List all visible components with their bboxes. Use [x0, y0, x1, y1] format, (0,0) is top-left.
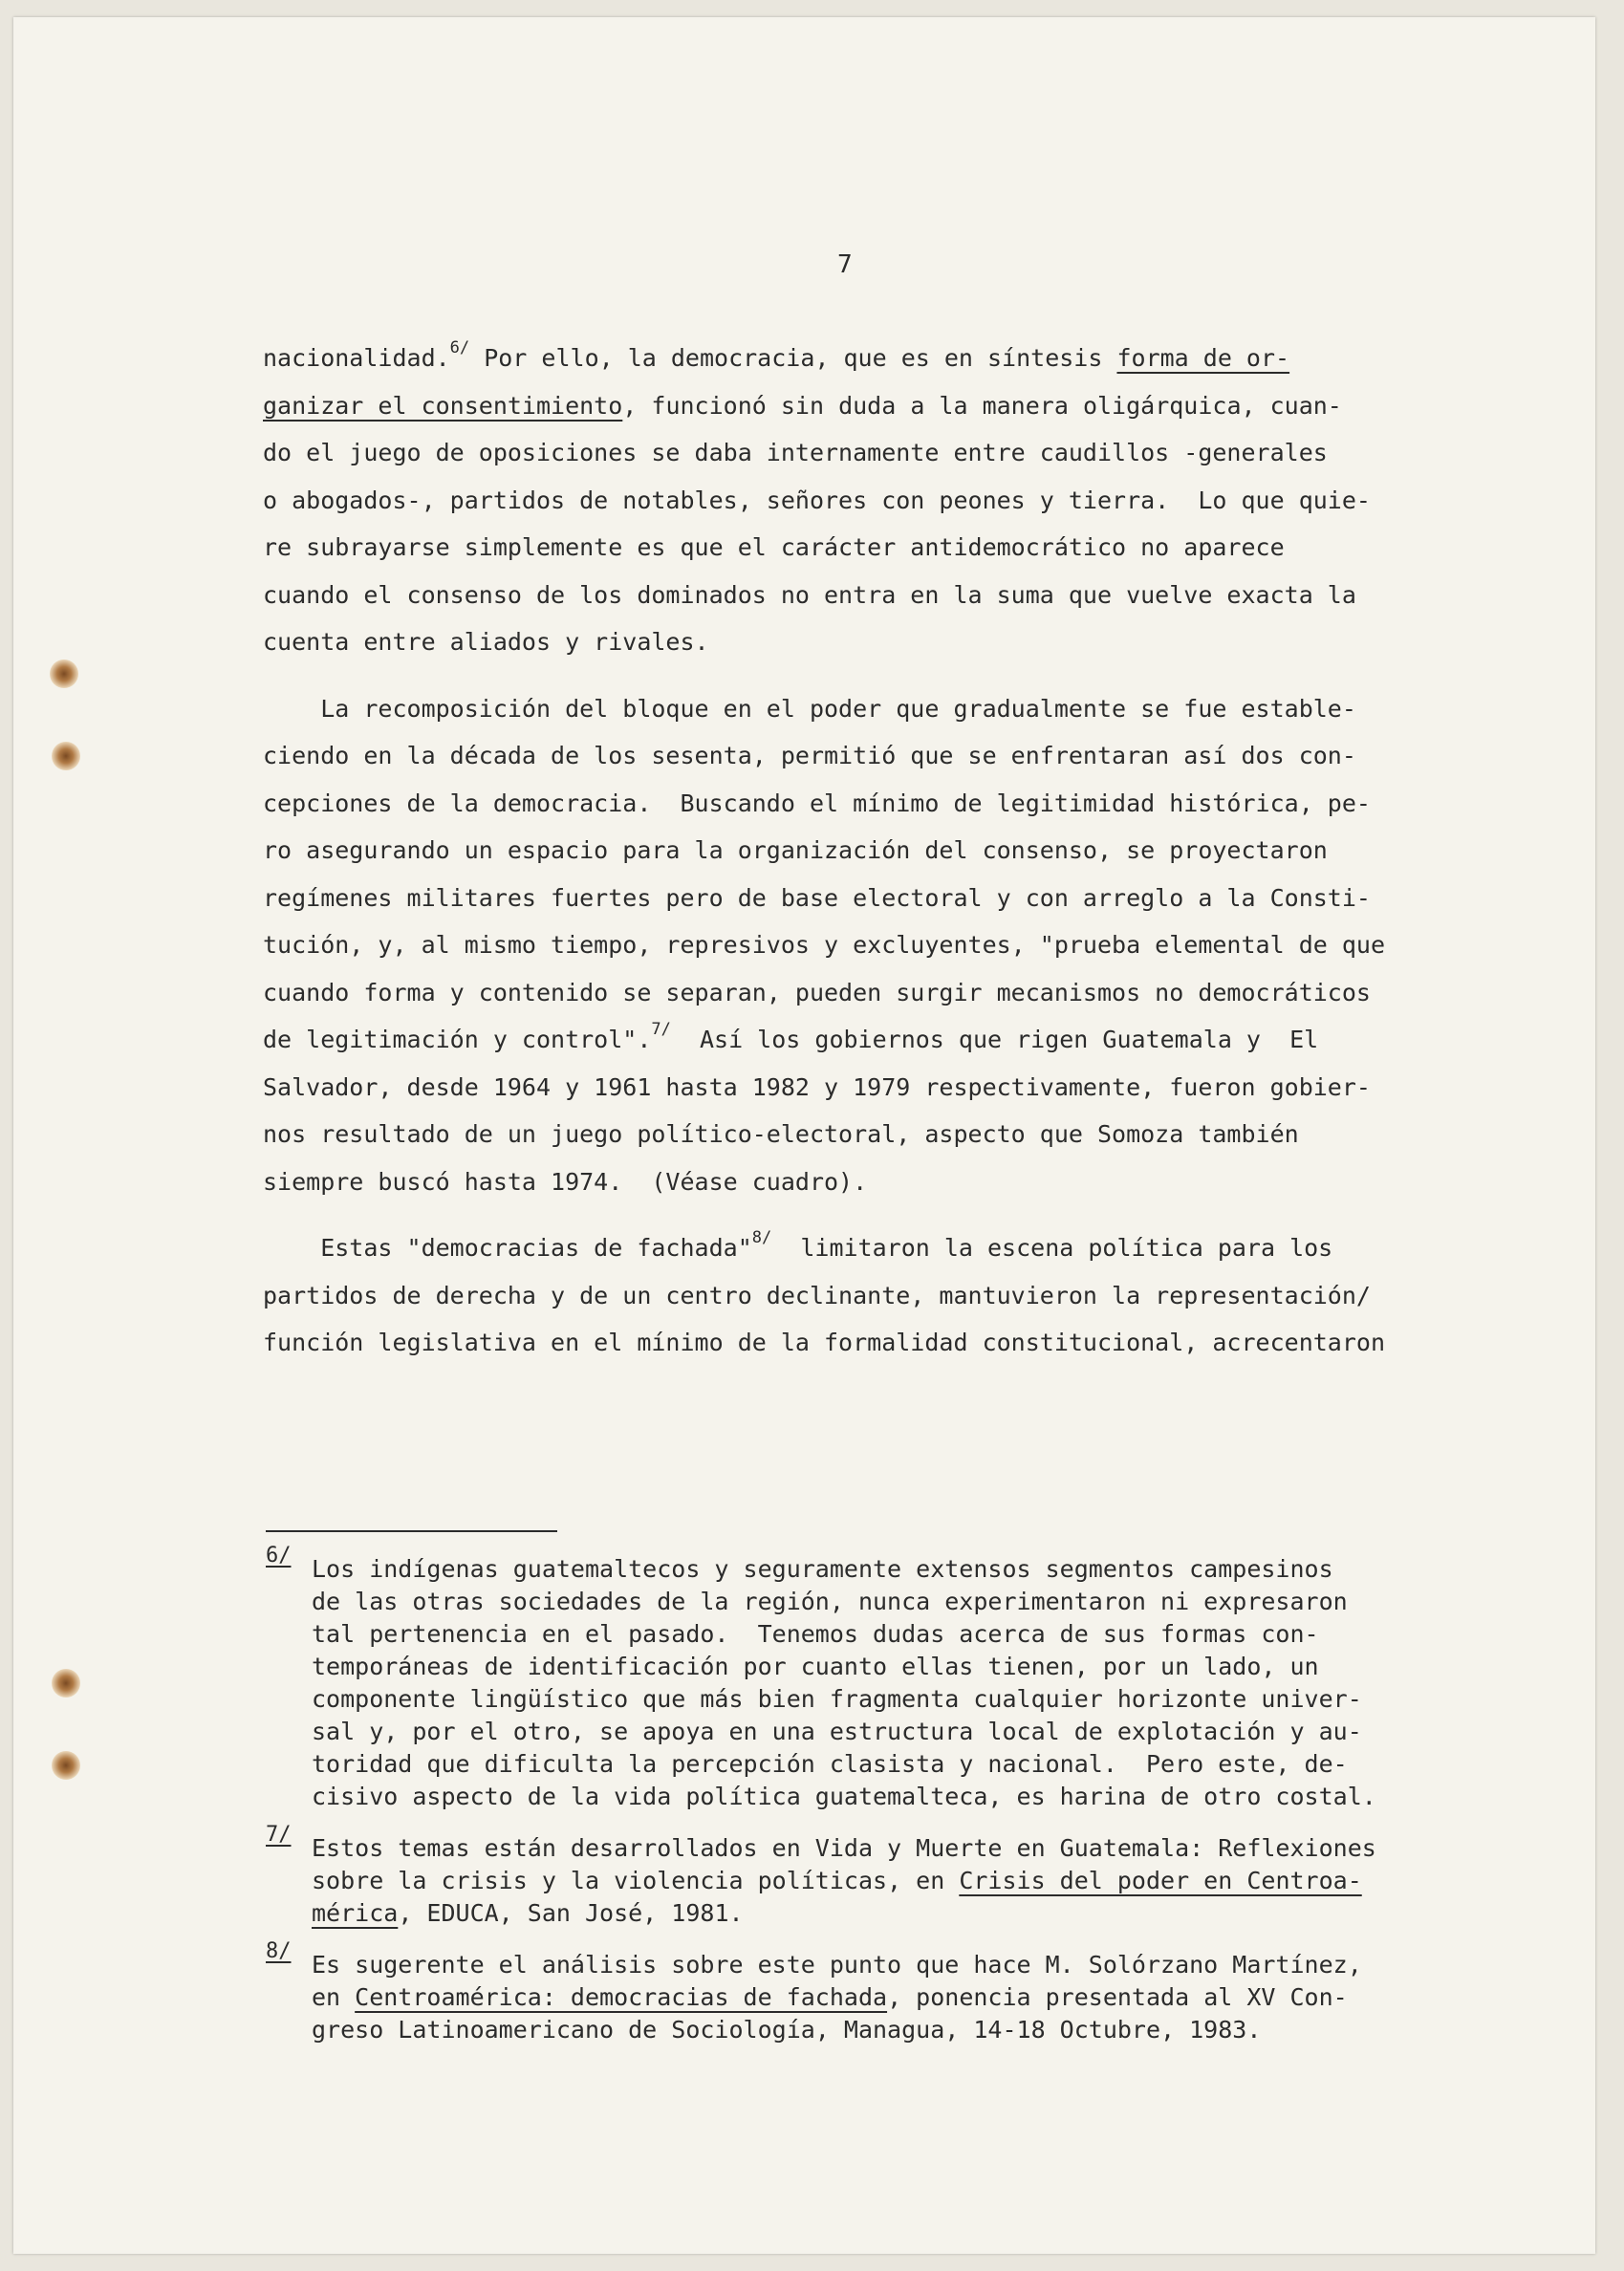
- text-line: de legitimación y control".$^{7/}$ Así los gobiernos que rigen Guatemala y El: [263, 1020, 1319, 1053]
- footnote-separator: [266, 1530, 557, 1532]
- underlined-text: forma de or-: [1116, 344, 1290, 372]
- text-line: regímenes militares fuertes pero de base electoral y con arreglo a la Consti-: [263, 883, 1371, 912]
- underlined-text: Crisis del poder en Centroa-: [959, 1867, 1362, 1894]
- text-line: partidos de derecha y de un centro declinante, mantuvieron la representación/: [263, 1281, 1371, 1309]
- text-line: cisivo aspecto de la vida política guatemalteca, es harina de otro costal.: [312, 1783, 1376, 1810]
- text-line: cuenta entre aliados y rivales.: [263, 628, 709, 656]
- text-line: toridad que dificulta la percepción clasista y nacional. Pero este, de-: [312, 1750, 1348, 1778]
- text-line: ciendo en la década de los sesenta, permitió que se enfrentaran así dos con-: [263, 742, 1356, 769]
- footnote-reference: 6/: [449, 338, 470, 357]
- footnote-marker: 6/: [266, 1544, 292, 1568]
- text-line: sobre la crisis y la violencia políticas, en Crisis del poder en Centroa-: [312, 1867, 1362, 1894]
- footnotes: [266, 1544, 1527, 2066]
- binder-hole-1: [50, 660, 78, 688]
- text-line: Estas "democracias de fachada"$^{8/}$ limitaron la escena política para los: [263, 1228, 1333, 1262]
- footnote: [266, 1939, 1527, 2046]
- text-line: La recomposición del bloque en el poder que gradualmente se fue estable-: [263, 694, 1356, 723]
- text-line: función legislativa en el mínimo de la formalidad constitucional, acrecentaron: [263, 1329, 1385, 1356]
- text-line: ganizar el consentimiento, funcionó sin duda a la manera oligárquica, cuan-: [263, 391, 1342, 420]
- binder-hole-3: [52, 1669, 80, 1698]
- text-line: de las otras sociedades de la región, nunca experimentaron ni expresaron: [312, 1588, 1348, 1615]
- text-line: sal y, por el otro, se apoya en una estructura local de explotación y au-: [312, 1718, 1362, 1745]
- text-line: do el juego de oposiciones se daba internamente entre caudillos -generales: [263, 439, 1328, 466]
- text-line: tal pertenencia en el pasado. Tenemos dudas acerca de sus formas con-: [312, 1620, 1319, 1648]
- footnote-reference: 7/: [651, 1020, 671, 1039]
- text-line: ro asegurando un espacio para la organización del consenso, se proyectaron: [263, 836, 1328, 864]
- footnote-marker: 8/: [266, 1939, 292, 1963]
- body-text: [263, 335, 1525, 1367]
- text-line: en Centroamérica: democracias de fachada, ponencia presentada al XV Con-: [312, 1983, 1348, 2011]
- text-line: tución, y, al mismo tiempo, represivos y excluyentes, "prueba elemental de que: [263, 931, 1385, 959]
- page-number: 7: [837, 250, 853, 279]
- text-line: o abogados-, partidos de notables, señores con peones y tierra. Lo que quie-: [263, 486, 1371, 514]
- text-line: mérica, EDUCA, San José, 1981.: [312, 1899, 744, 1927]
- text-line: Estos temas están desarrollados en Vida y Muerte en Guatemala: Reflexiones: [312, 1834, 1376, 1862]
- underlined-text: Centroamérica: democracias de fachada: [355, 1983, 888, 2011]
- paragraph: [263, 1224, 1525, 1367]
- text-line: greso Latinoamericano de Sociología, Managua, 14-18 Octubre, 1983.: [312, 2016, 1262, 2044]
- footnote-reference: 8/: [751, 1228, 772, 1247]
- text-line: nacionalidad.$^{6/}$ Por ello, la democracia, que es en síntesis forma de or-: [263, 338, 1290, 372]
- underlined-text: ganizar el consentimiento: [263, 391, 623, 420]
- text-line: Los indígenas guatemaltecos y seguramente extensos segmentos campesinos: [312, 1555, 1333, 1583]
- footnote: [266, 1544, 1527, 1813]
- text-line: siempre buscó hasta 1974. (Véase cuadro).: [263, 1167, 868, 1196]
- text-line: cuando el consenso de los dominados no entra en la suma que vuelve exacta la: [263, 580, 1356, 609]
- footnote-marker: 7/: [266, 1823, 292, 1847]
- underlined-text: mérica: [312, 1899, 399, 1927]
- binder-hole-2: [52, 742, 80, 770]
- text-line: Salvador, desde 1964 y 1961 hasta 1982 y 1979 respectivamente, fueron gobier-: [263, 1072, 1371, 1101]
- text-line: cuando forma y contenido se separan, pueden surgir mecanismos no democráticos: [263, 978, 1371, 1006]
- paragraph: [263, 335, 1525, 666]
- paragraph: [263, 685, 1525, 1206]
- paragraph-gap: [263, 666, 1525, 685]
- text-line: cepciones de la democracia. Buscando el mínimo de legitimidad histórica, pe-: [263, 789, 1371, 817]
- text-line: Es sugerente el análisis sobre este punto que hace M. Solórzano Martínez,: [312, 1951, 1362, 1979]
- paragraph-gap: [263, 1205, 1525, 1224]
- text-line: nos resultado de un juego político-electoral, aspecto que Somoza también: [263, 1120, 1299, 1148]
- text-line: componente lingüístico que más bien fragmenta cualquier horizonte univer-: [312, 1685, 1362, 1713]
- text-line: temporáneas de identificación por cuanto ellas tienen, por un lado, un: [312, 1653, 1319, 1680]
- text-line: re subrayarse simplemente es que el carácter antidemocrático no aparece: [263, 533, 1285, 561]
- binder-hole-4: [52, 1751, 80, 1780]
- footnote: [266, 1823, 1527, 1930]
